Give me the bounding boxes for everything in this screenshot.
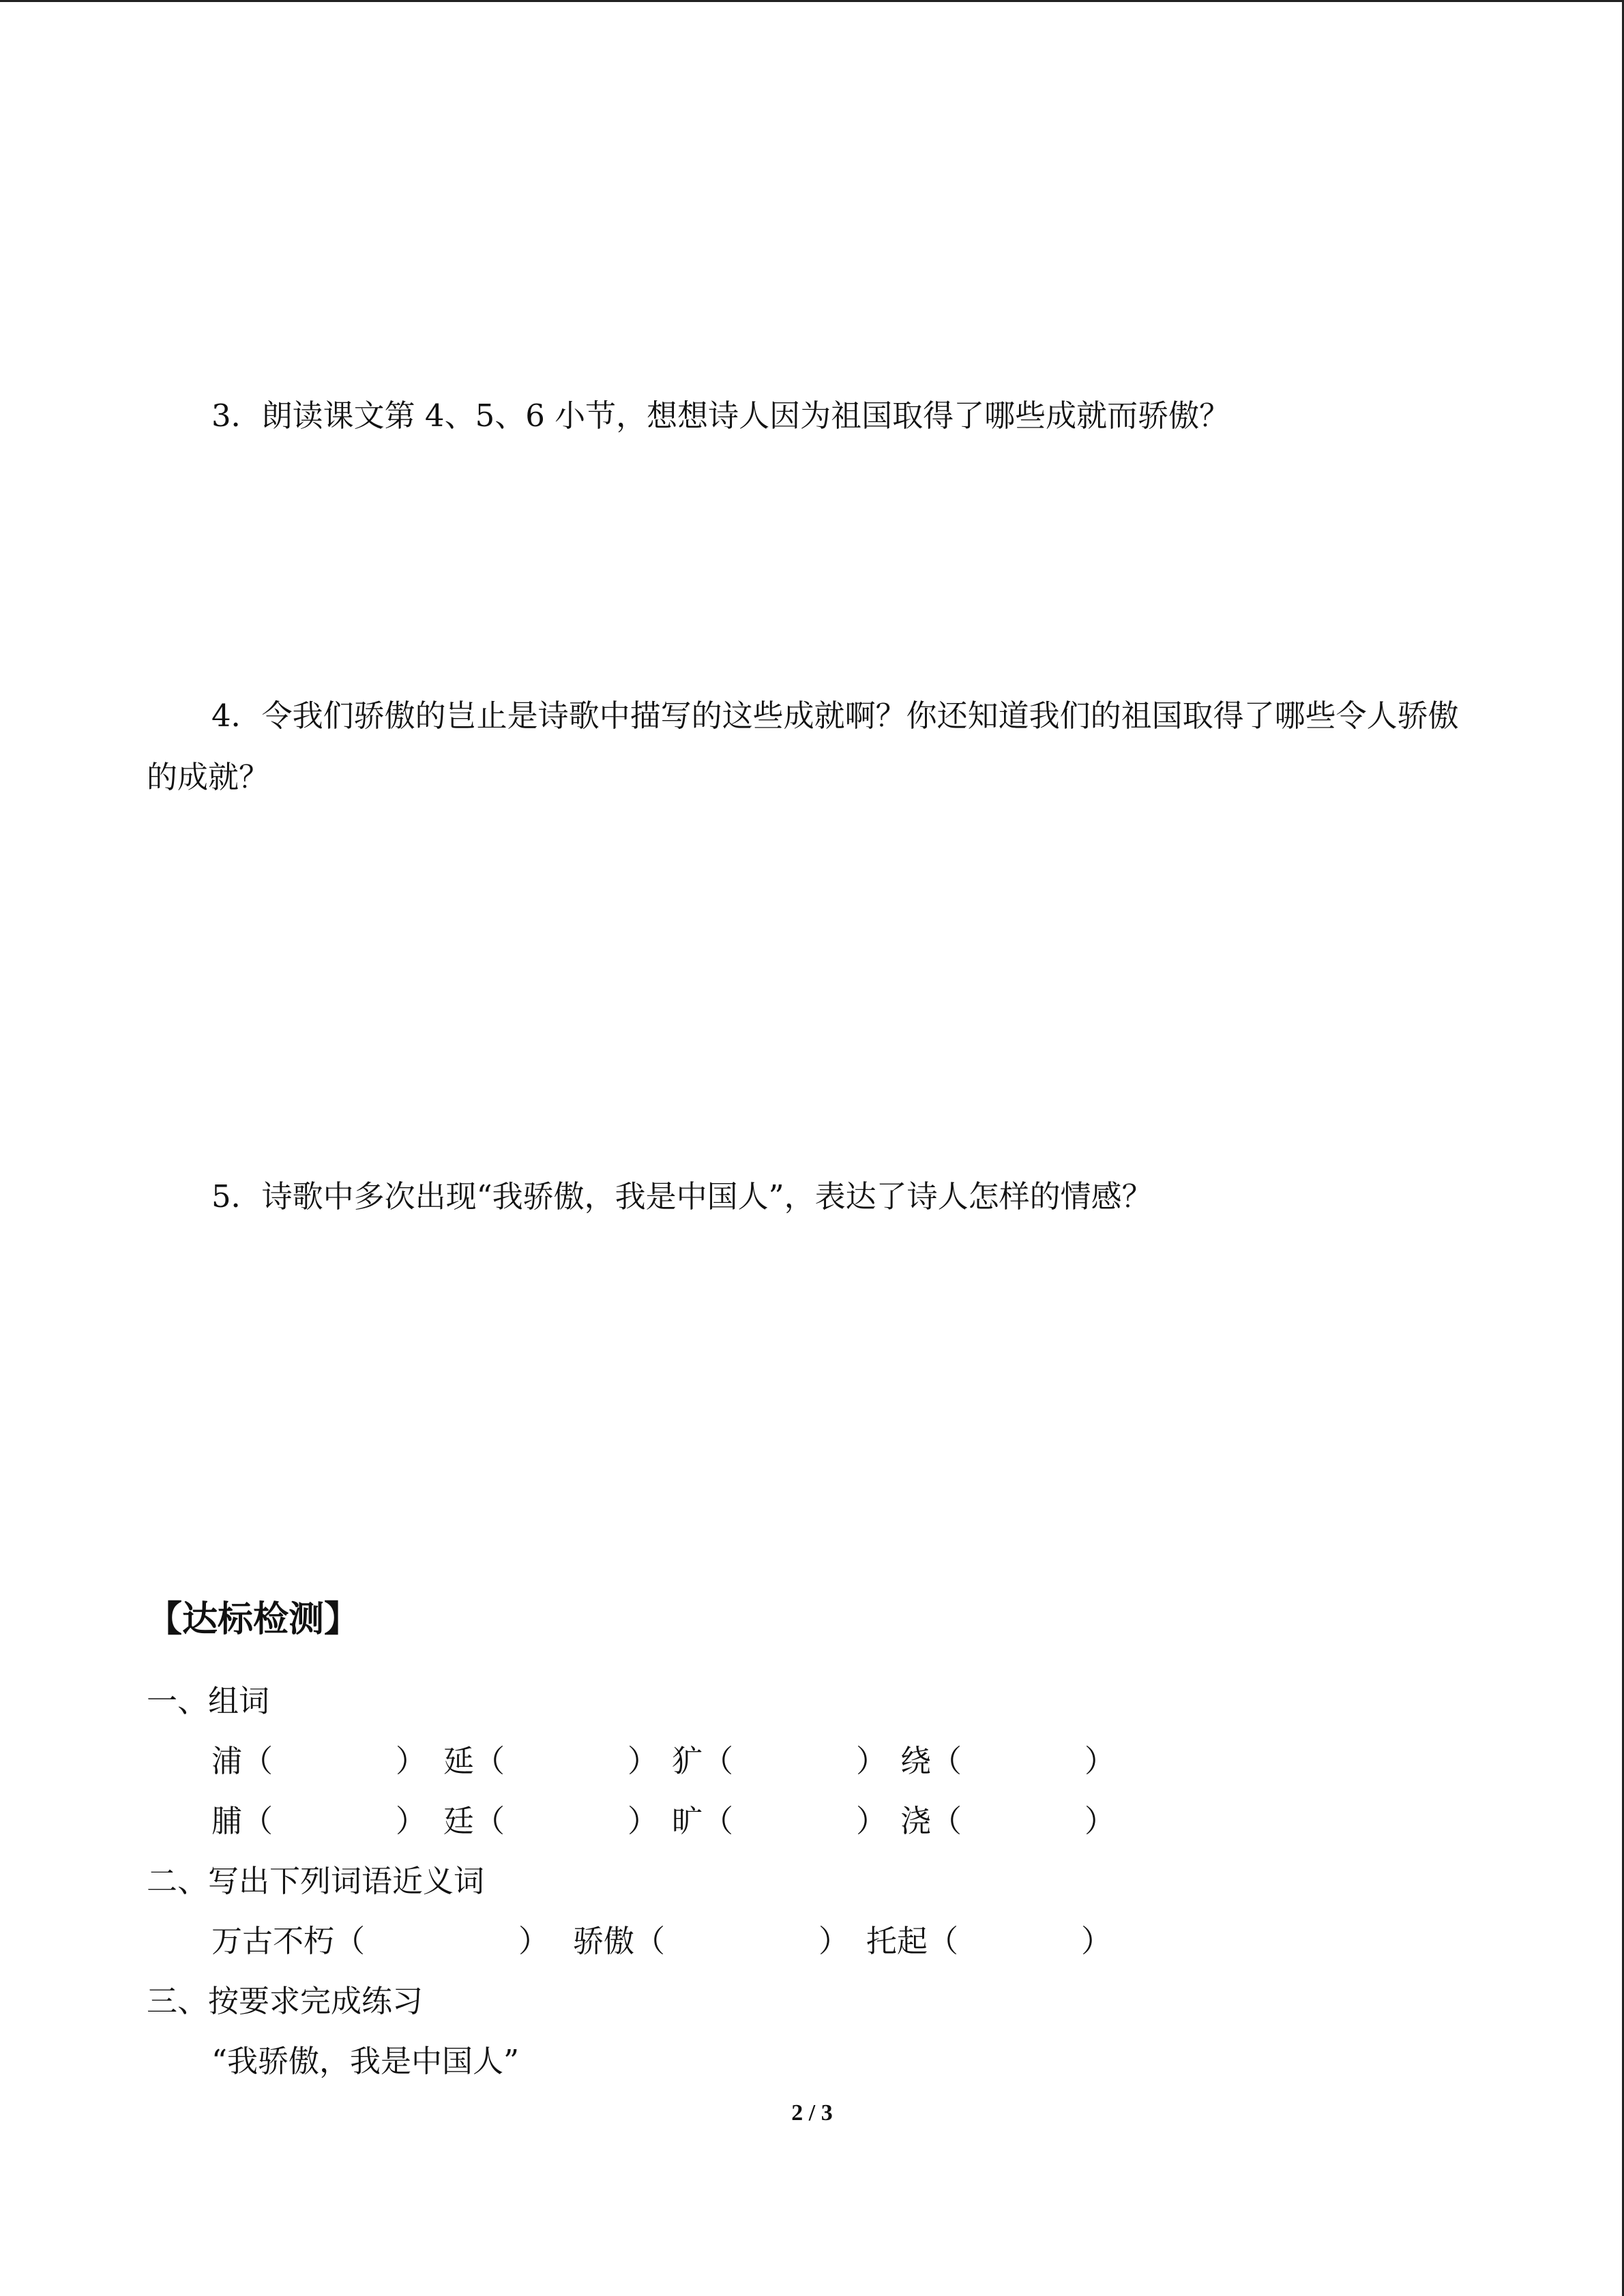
- part2-title: 二、写出下列词语近义词: [147, 1863, 485, 1899]
- part1-title: 一、组词: [147, 1683, 270, 1719]
- part3-quote: “我骄傲，我是中国人”: [211, 2043, 520, 2079]
- word-item: 浇（ ）: [900, 1803, 1116, 1839]
- synonym-item: 骄傲（ ）: [573, 1923, 850, 1959]
- word-item: 脯（ ）: [211, 1803, 427, 1839]
- part3-title: 三、按要求完成练习: [147, 1983, 424, 2019]
- word-item: 延（ ）: [443, 1743, 659, 1779]
- question-4: 4．令我们骄傲的岂止是诗歌中描写的这些成就啊？你还知道我们的祖国取得了哪些令人骄傲的成就？: [147, 698, 1459, 795]
- page-border-top: [0, 0, 1624, 2]
- section-heading: 【达标检测】: [147, 1599, 360, 1640]
- word-item: 廷（ ）: [443, 1803, 659, 1839]
- synonym-item: 托起（ ）: [866, 1923, 1112, 1959]
- word-item: 浦（ ）: [211, 1743, 427, 1779]
- word-item: 绕（ ）: [900, 1743, 1116, 1779]
- synonym-item: 万古不朽（ ）: [211, 1923, 550, 1959]
- question-5: 5．诗歌中多次出现“我骄傲，我是中国人”，表达了诗人怎样的情感？: [211, 1178, 1153, 1214]
- page-number: 2 / 3: [791, 2100, 833, 2126]
- word-item: 犷（ ）: [672, 1743, 887, 1779]
- question-3: 3．朗读课文第 4、5、6 小节，想想诗人因为祖国取得了哪些成就而骄傲？: [211, 398, 1230, 434]
- word-item: 旷（ ）: [672, 1803, 887, 1839]
